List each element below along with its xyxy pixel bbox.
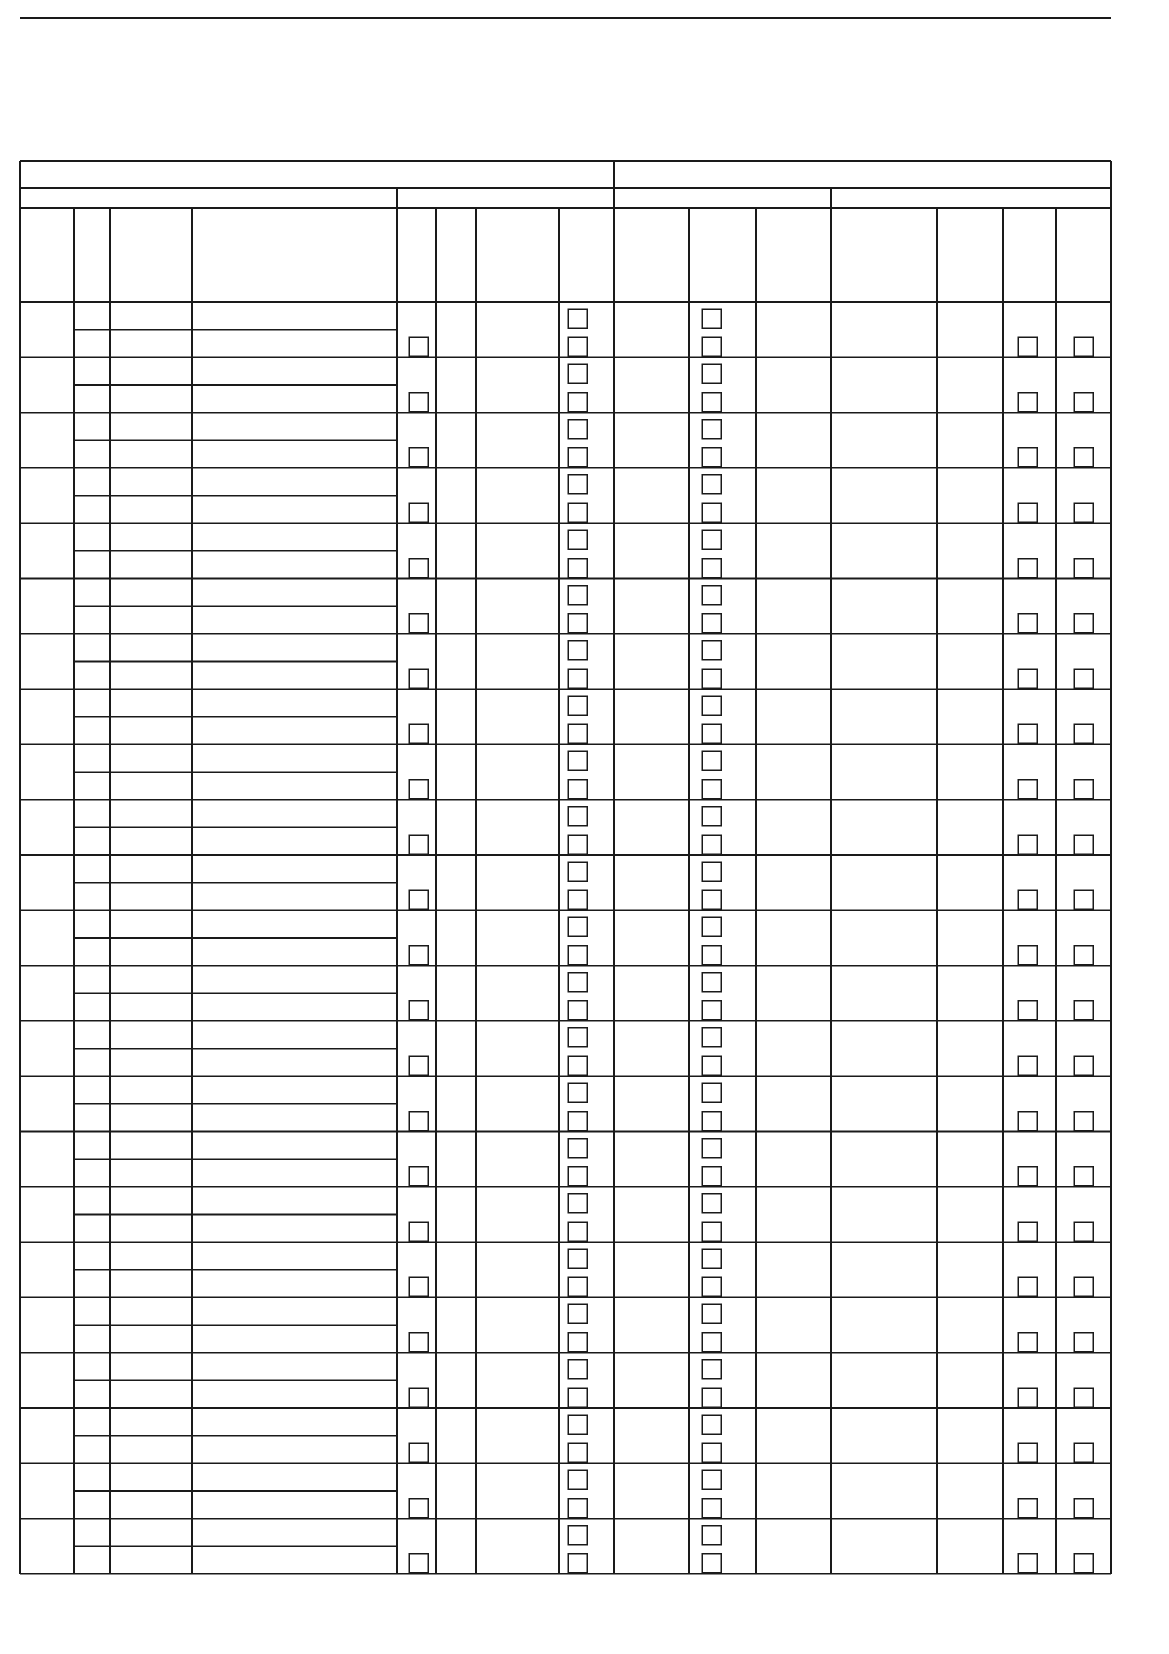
checkbox-r9-col10-bottom[interactable] xyxy=(702,780,721,799)
checkbox-r18-col10-top[interactable] xyxy=(702,1249,721,1268)
checkbox-r19-col17[interactable] xyxy=(1074,1333,1093,1352)
checkbox-r20-col16[interactable] xyxy=(1018,1388,1037,1407)
checkbox-r4-col5[interactable] xyxy=(409,503,428,522)
checkbox-r3-col17[interactable] xyxy=(1074,448,1093,467)
checkbox-r4-col17[interactable] xyxy=(1074,503,1093,522)
checkbox-r7-col10-bottom[interactable] xyxy=(702,669,721,688)
checkbox-r23-col10-top[interactable] xyxy=(702,1526,721,1545)
checkbox-r10-col17[interactable] xyxy=(1074,835,1093,854)
checkbox-r1-col5[interactable] xyxy=(409,337,428,356)
checkbox-r1-col10-bottom[interactable] xyxy=(702,337,721,356)
checkbox-r19-col10-top[interactable] xyxy=(702,1304,721,1323)
checkbox-r20-col5[interactable] xyxy=(409,1388,428,1407)
checkbox-r3-col10-bottom[interactable] xyxy=(702,448,721,467)
checkbox-r4-col8-bottom[interactable] xyxy=(568,503,587,522)
checkbox-r5-col16[interactable] xyxy=(1018,559,1037,578)
checkbox-r8-col10-top[interactable] xyxy=(702,696,721,715)
checkbox-r11-col10-top[interactable] xyxy=(702,862,721,881)
checkbox-r18-col16[interactable] xyxy=(1018,1277,1037,1296)
checkbox-r12-col5[interactable] xyxy=(409,946,428,965)
checkbox-r17-col10-top[interactable] xyxy=(702,1194,721,1213)
checkbox-r5-col10-top[interactable] xyxy=(702,530,721,549)
checkbox-r2-col17[interactable] xyxy=(1074,393,1093,412)
checkbox-r14-col10-top[interactable] xyxy=(702,1028,721,1047)
checkbox-r23-col8-top[interactable] xyxy=(568,1526,587,1545)
checkbox-r7-col16[interactable] xyxy=(1018,669,1037,688)
checkbox-r23-col17[interactable] xyxy=(1074,1554,1093,1573)
checkbox-r13-col5[interactable] xyxy=(409,1001,428,1020)
checkbox-r21-col10-top[interactable] xyxy=(702,1415,721,1434)
checkbox-r3-col8-bottom[interactable] xyxy=(568,448,587,467)
checkbox-r20-col8-bottom[interactable] xyxy=(568,1388,587,1407)
checkbox-r14-col8-top[interactable] xyxy=(568,1028,587,1047)
checkbox-r15-col17[interactable] xyxy=(1074,1112,1093,1131)
checkbox-r4-col10-top[interactable] xyxy=(702,475,721,494)
checkbox-r16-col17[interactable] xyxy=(1074,1167,1093,1186)
checkbox-r12-col8-bottom[interactable] xyxy=(568,946,587,965)
checkbox-r14-col10-bottom[interactable] xyxy=(702,1056,721,1075)
checkbox-r15-col8-bottom[interactable] xyxy=(568,1112,587,1131)
checkbox-r10-col16[interactable] xyxy=(1018,835,1037,854)
checkbox-r3-col8-top[interactable] xyxy=(568,420,587,439)
checkbox-r17-col5[interactable] xyxy=(409,1222,428,1241)
checkbox-r17-col8-bottom[interactable] xyxy=(568,1222,587,1241)
checkbox-r11-col8-top[interactable] xyxy=(568,862,587,881)
checkbox-r13-col16[interactable] xyxy=(1018,1001,1037,1020)
checkbox-r6-col5[interactable] xyxy=(409,614,428,633)
checkbox-r21-col8-bottom[interactable] xyxy=(568,1443,587,1462)
checkbox-r22-col8-top[interactable] xyxy=(568,1470,587,1489)
checkbox-r6-col17[interactable] xyxy=(1074,614,1093,633)
checkbox-r2-col10-bottom[interactable] xyxy=(702,393,721,412)
checkbox-r20-col17[interactable] xyxy=(1074,1388,1093,1407)
checkbox-r23-col8-bottom[interactable] xyxy=(568,1554,587,1573)
checkbox-r17-col10-bottom[interactable] xyxy=(702,1222,721,1241)
checkbox-r9-col17[interactable] xyxy=(1074,780,1093,799)
checkbox-r8-col17[interactable] xyxy=(1074,724,1093,743)
checkbox-r19-col16[interactable] xyxy=(1018,1333,1037,1352)
checkbox-r12-col17[interactable] xyxy=(1074,946,1093,965)
checkbox-r6-col10-top[interactable] xyxy=(702,586,721,605)
checkbox-r15-col5[interactable] xyxy=(409,1112,428,1131)
checkbox-r5-col8-top[interactable] xyxy=(568,530,587,549)
checkbox-r17-col16[interactable] xyxy=(1018,1222,1037,1241)
checkbox-r6-col16[interactable] xyxy=(1018,614,1037,633)
checkbox-r12-col16[interactable] xyxy=(1018,946,1037,965)
checkbox-r15-col10-bottom[interactable] xyxy=(702,1112,721,1131)
checkbox-r12-col10-bottom[interactable] xyxy=(702,946,721,965)
checkbox-r16-col10-top[interactable] xyxy=(702,1139,721,1158)
checkbox-r21-col8-top[interactable] xyxy=(568,1415,587,1434)
checkbox-r18-col8-bottom[interactable] xyxy=(568,1277,587,1296)
checkbox-r5-col8-bottom[interactable] xyxy=(568,559,587,578)
checkbox-r8-col8-bottom[interactable] xyxy=(568,724,587,743)
checkbox-r11-col8-bottom[interactable] xyxy=(568,890,587,909)
checkbox-r10-col5[interactable] xyxy=(409,835,428,854)
checkbox-r16-col8-bottom[interactable] xyxy=(568,1167,587,1186)
checkbox-r21-col17[interactable] xyxy=(1074,1443,1093,1462)
checkbox-r6-col10-bottom[interactable] xyxy=(702,614,721,633)
checkbox-r10-col10-top[interactable] xyxy=(702,807,721,826)
checkbox-r7-col17[interactable] xyxy=(1074,669,1093,688)
checkbox-r11-col5[interactable] xyxy=(409,890,428,909)
checkbox-r15-col8-top[interactable] xyxy=(568,1083,587,1102)
checkbox-r1-col10-top[interactable] xyxy=(702,309,721,328)
checkbox-r18-col17[interactable] xyxy=(1074,1277,1093,1296)
checkbox-r5-col5[interactable] xyxy=(409,559,428,578)
checkbox-r20-col10-top[interactable] xyxy=(702,1360,721,1379)
checkbox-r8-col16[interactable] xyxy=(1018,724,1037,743)
checkbox-r14-col16[interactable] xyxy=(1018,1056,1037,1075)
checkbox-r5-col10-bottom[interactable] xyxy=(702,559,721,578)
checkbox-r21-col16[interactable] xyxy=(1018,1443,1037,1462)
checkbox-r2-col10-top[interactable] xyxy=(702,364,721,383)
checkbox-r9-col8-bottom[interactable] xyxy=(568,780,587,799)
checkbox-r10-col8-top[interactable] xyxy=(568,807,587,826)
checkbox-r18-col10-bottom[interactable] xyxy=(702,1277,721,1296)
checkbox-r20-col8-top[interactable] xyxy=(568,1360,587,1379)
checkbox-r13-col10-bottom[interactable] xyxy=(702,1001,721,1020)
checkbox-r1-col8-top[interactable] xyxy=(568,309,587,328)
checkbox-r17-col17[interactable] xyxy=(1074,1222,1093,1241)
checkbox-r22-col10-bottom[interactable] xyxy=(702,1499,721,1518)
checkbox-r13-col10-top[interactable] xyxy=(702,973,721,992)
checkbox-r14-col5[interactable] xyxy=(409,1056,428,1075)
checkbox-r6-col8-bottom[interactable] xyxy=(568,614,587,633)
checkbox-r1-col8-bottom[interactable] xyxy=(568,337,587,356)
checkbox-r13-col17[interactable] xyxy=(1074,1001,1093,1020)
checkbox-r9-col5[interactable] xyxy=(409,780,428,799)
checkbox-r16-col16[interactable] xyxy=(1018,1167,1037,1186)
checkbox-r7-col10-top[interactable] xyxy=(702,641,721,660)
checkbox-r15-col16[interactable] xyxy=(1018,1112,1037,1131)
checkbox-r22-col5[interactable] xyxy=(409,1499,428,1518)
checkbox-r23-col10-bottom[interactable] xyxy=(702,1554,721,1573)
checkbox-r16-col5[interactable] xyxy=(409,1167,428,1186)
checkbox-r23-col5[interactable] xyxy=(409,1554,428,1573)
checkbox-r3-col10-top[interactable] xyxy=(702,420,721,439)
checkbox-r23-col16[interactable] xyxy=(1018,1554,1037,1573)
checkbox-r10-col8-bottom[interactable] xyxy=(568,835,587,854)
checkbox-r14-col17[interactable] xyxy=(1074,1056,1093,1075)
checkbox-r3-col16[interactable] xyxy=(1018,448,1037,467)
checkbox-r2-col8-top[interactable] xyxy=(568,364,587,383)
checkbox-r22-col10-top[interactable] xyxy=(702,1470,721,1489)
checkbox-r8-col5[interactable] xyxy=(409,724,428,743)
checkbox-r1-col17[interactable] xyxy=(1074,337,1093,356)
checkbox-r19-col8-top[interactable] xyxy=(568,1304,587,1323)
checkbox-r2-col8-bottom[interactable] xyxy=(568,393,587,412)
checkbox-r11-col17[interactable] xyxy=(1074,890,1093,909)
checkbox-r8-col10-bottom[interactable] xyxy=(702,724,721,743)
checkbox-r1-col16[interactable] xyxy=(1018,337,1037,356)
form-grid-lines xyxy=(20,18,1111,1574)
checkbox-r19-col10-bottom[interactable] xyxy=(702,1333,721,1352)
checkbox-r4-col10-bottom[interactable] xyxy=(702,503,721,522)
checkbox-r3-col5[interactable] xyxy=(409,448,428,467)
checkbox-r22-col17[interactable] xyxy=(1074,1499,1093,1518)
checkbox-r4-col8-top[interactable] xyxy=(568,475,587,494)
checkbox-r13-col8-bottom[interactable] xyxy=(568,1001,587,1020)
checkbox-r12-col8-top[interactable] xyxy=(568,917,587,936)
checkbox-r9-col8-top[interactable] xyxy=(568,751,587,770)
checkbox-r7-col5[interactable] xyxy=(409,669,428,688)
checkbox-r13-col8-top[interactable] xyxy=(568,973,587,992)
checkbox-r8-col8-top[interactable] xyxy=(568,696,587,715)
checkbox-r22-col16[interactable] xyxy=(1018,1499,1037,1518)
checkbox-r19-col5[interactable] xyxy=(409,1333,428,1352)
checkbox-r21-col10-bottom[interactable] xyxy=(702,1443,721,1462)
checkbox-r20-col10-bottom[interactable] xyxy=(702,1388,721,1407)
checkbox-r5-col17[interactable] xyxy=(1074,559,1093,578)
checkbox-r11-col10-bottom[interactable] xyxy=(702,890,721,909)
checkbox-r7-col8-top[interactable] xyxy=(568,641,587,660)
checkbox-r18-col8-top[interactable] xyxy=(568,1249,587,1268)
checkbox-r7-col8-bottom[interactable] xyxy=(568,669,587,688)
checkbox-r4-col16[interactable] xyxy=(1018,503,1037,522)
checkbox-r2-col5[interactable] xyxy=(409,393,428,412)
checkbox-r9-col16[interactable] xyxy=(1018,780,1037,799)
checkbox-r16-col8-top[interactable] xyxy=(568,1139,587,1158)
checkbox-r22-col8-bottom[interactable] xyxy=(568,1499,587,1518)
checkbox-r15-col10-top[interactable] xyxy=(702,1083,721,1102)
checkbox-r19-col8-bottom[interactable] xyxy=(568,1333,587,1352)
checkbox-r21-col5[interactable] xyxy=(409,1443,428,1462)
checkbox-r2-col16[interactable] xyxy=(1018,393,1037,412)
checkbox-r16-col10-bottom[interactable] xyxy=(702,1167,721,1186)
checkbox-r9-col10-top[interactable] xyxy=(702,751,721,770)
checkbox-r12-col10-top[interactable] xyxy=(702,917,721,936)
checkbox-r11-col16[interactable] xyxy=(1018,890,1037,909)
checkbox-r14-col8-bottom[interactable] xyxy=(568,1056,587,1075)
checkbox-r10-col10-bottom[interactable] xyxy=(702,835,721,854)
checkbox-r17-col8-top[interactable] xyxy=(568,1194,587,1213)
checkbox-r18-col5[interactable] xyxy=(409,1277,428,1296)
checkbox-r6-col8-top[interactable] xyxy=(568,586,587,605)
form-checkboxes[interactable] xyxy=(409,309,1093,1573)
